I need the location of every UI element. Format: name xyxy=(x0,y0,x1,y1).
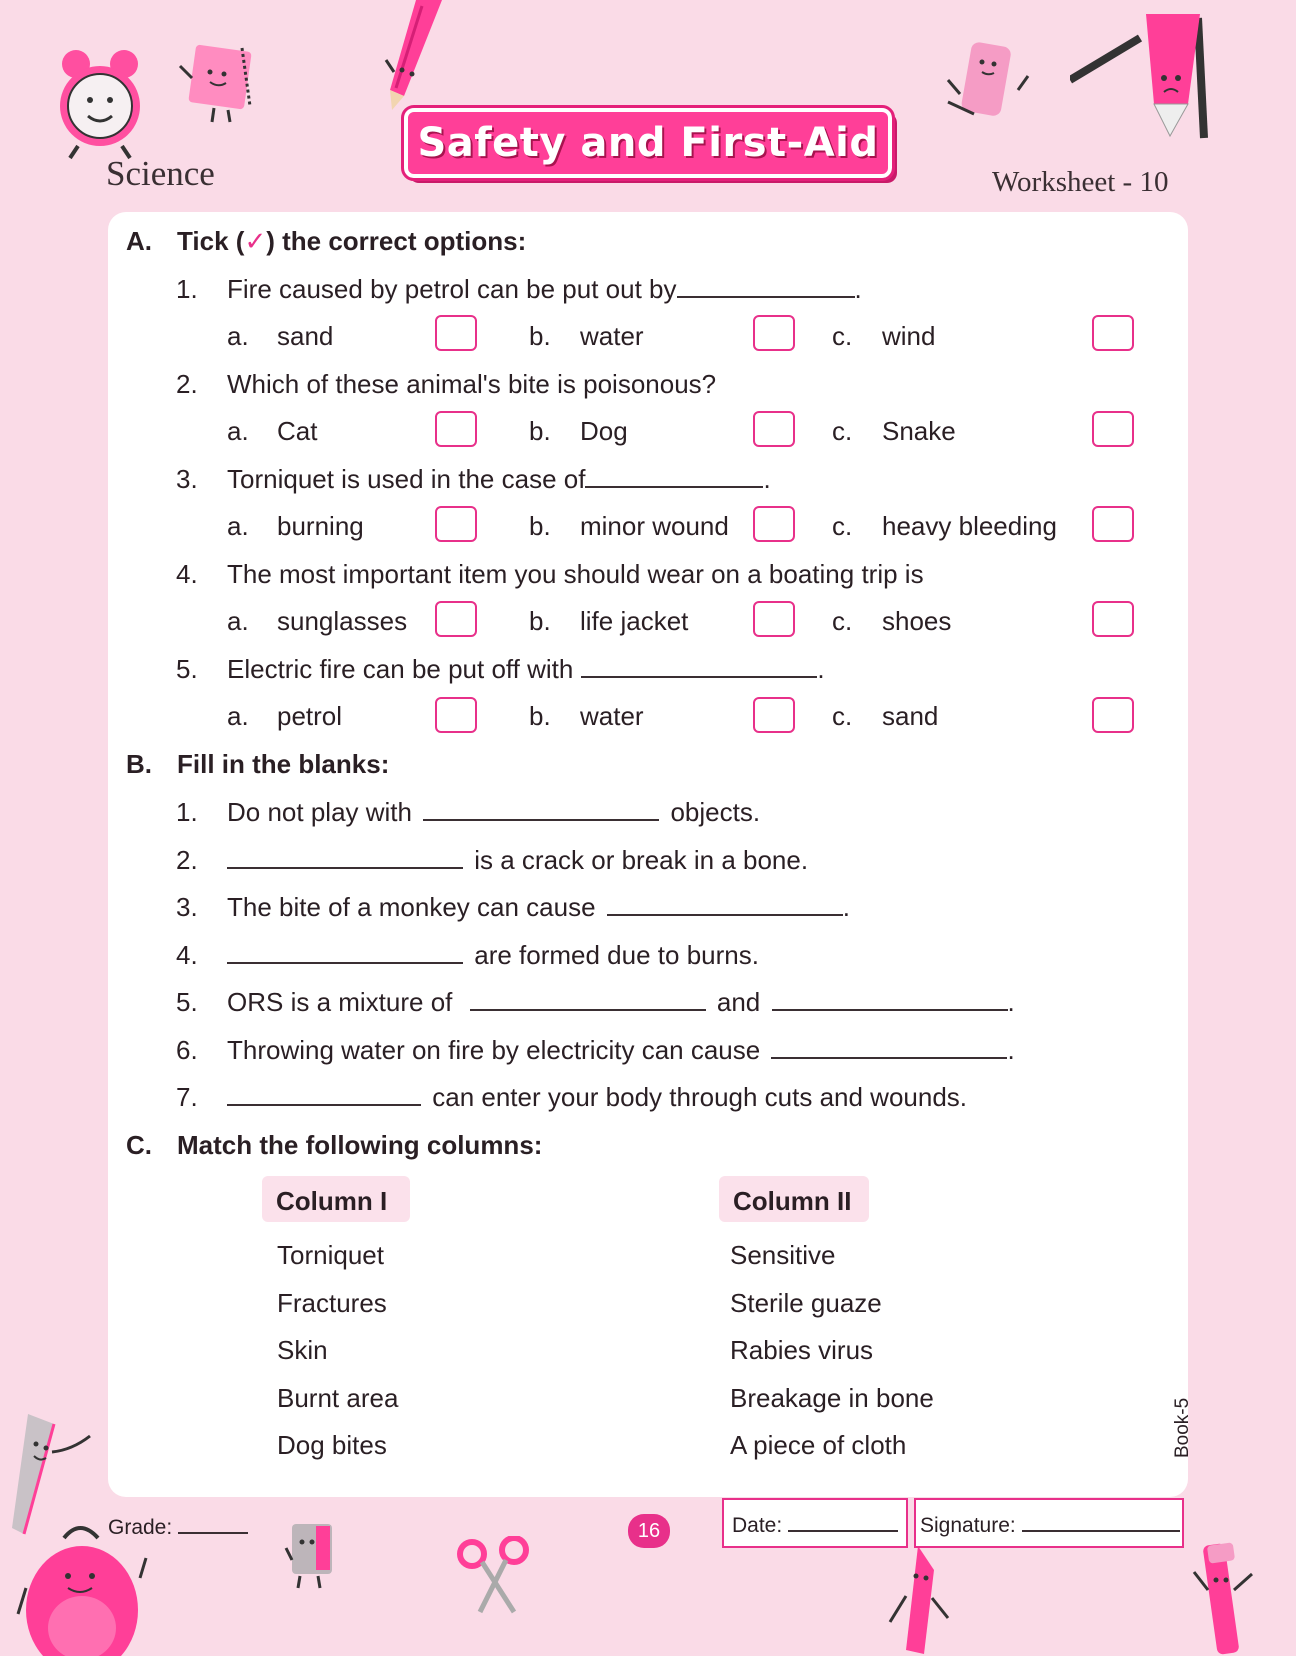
column-1-item: Dog bites xyxy=(277,1430,387,1460)
column-1-item: Torniquet xyxy=(277,1240,384,1270)
grade-line[interactable] xyxy=(178,1518,248,1534)
question-1-text xyxy=(227,274,862,305)
option-letter: c. xyxy=(832,606,853,636)
blank-5-before: ORS is a mixture of xyxy=(227,987,453,1017)
blank-6-number: 6. xyxy=(176,1035,198,1065)
title-banner xyxy=(404,108,892,178)
question-3-number: 3. xyxy=(176,464,198,494)
scissors-icon xyxy=(456,1536,530,1616)
option-label: burning xyxy=(277,511,364,541)
blank-5-middle: and xyxy=(716,987,761,1017)
option-letter: b. xyxy=(529,416,551,446)
blank-1-after: objects. xyxy=(670,797,761,827)
option-label: wind xyxy=(882,321,936,351)
question-3-end: . xyxy=(763,464,771,494)
blank-6-text xyxy=(227,1035,1015,1066)
section-a-heading xyxy=(177,226,526,257)
option-label: Snake xyxy=(882,416,956,446)
section-a-heading-after: ) the correct options: xyxy=(266,226,527,256)
section-c-letter: C. xyxy=(126,1130,152,1160)
subject-label: Science xyxy=(106,154,215,193)
blank-4-text xyxy=(227,940,759,971)
blank-7-line[interactable] xyxy=(227,1084,421,1106)
option-label: water xyxy=(580,701,644,731)
option-label: Cat xyxy=(277,416,318,446)
tick-box-q2-a[interactable] xyxy=(435,411,477,447)
question-1-prompt: Fire caused by petrol can be put out by xyxy=(227,274,677,304)
signature-field xyxy=(914,1498,1184,1548)
blank-2-number: 2. xyxy=(176,845,198,875)
option-label: water xyxy=(580,321,644,351)
pencil-compass-icon xyxy=(1070,8,1220,140)
pen-icon xyxy=(1190,1540,1262,1656)
column-2-item: Sensitive xyxy=(730,1240,836,1270)
option-letter: a. xyxy=(227,606,249,636)
question-2-text: Which of these animal's bite is poisonous? xyxy=(227,369,717,399)
option-label: life jacket xyxy=(580,606,689,636)
blank-6-end: . xyxy=(1007,1035,1015,1065)
question-4-text: The most important item you should wear on a boating trip is xyxy=(227,559,924,589)
question-5-text xyxy=(227,654,825,685)
blank-4-number: 4. xyxy=(176,940,198,970)
option-letter: c. xyxy=(832,701,853,731)
blank-1-line[interactable] xyxy=(423,799,659,821)
option-letter: a. xyxy=(227,701,249,731)
blank-3-before: The bite of a monkey can cause xyxy=(227,892,596,922)
column-2-item: Breakage in bone xyxy=(730,1383,934,1413)
question-3-prompt: Torniquet is used in the case of xyxy=(227,464,586,494)
option-letter: b. xyxy=(529,321,551,351)
option-letter: b. xyxy=(529,701,551,731)
column-2-item: A piece of cloth xyxy=(730,1430,907,1460)
section-a-letter: A. xyxy=(126,226,152,256)
blank-1-before: Do not play with xyxy=(227,797,412,827)
date-line[interactable] xyxy=(788,1516,898,1532)
column-2-header: Column II xyxy=(719,1176,869,1222)
question-1-blank[interactable] xyxy=(677,276,855,298)
tick-box-q4-a[interactable] xyxy=(435,601,477,637)
blank-3-text xyxy=(227,892,850,923)
tick-box-q4-c[interactable] xyxy=(1092,601,1134,637)
question-5-blank[interactable] xyxy=(581,656,817,678)
grade-label: Grade: xyxy=(108,1516,173,1539)
tick-box-q1-b[interactable] xyxy=(753,315,795,351)
signature-label: Signature: xyxy=(920,1514,1016,1537)
blank-3-line[interactable] xyxy=(607,894,843,916)
blank-6-before: Throwing water on fire by electricity can cause xyxy=(227,1035,761,1065)
tick-box-q1-a[interactable] xyxy=(435,315,477,351)
blank-5-text xyxy=(227,987,1015,1018)
tick-box-q3-a[interactable] xyxy=(435,506,477,542)
blank-5-number: 5. xyxy=(176,987,198,1017)
column-1-header: Column I xyxy=(262,1176,410,1222)
option-letter: a. xyxy=(227,511,249,541)
blank-5-line-1[interactable] xyxy=(470,989,706,1011)
question-1-number: 1. xyxy=(176,274,198,304)
blank-7-after: can enter your body through cuts and wounds. xyxy=(432,1082,968,1112)
column-2-item: Rabies virus xyxy=(730,1335,874,1365)
option-label: shoes xyxy=(882,606,952,636)
question-2-number: 2. xyxy=(176,369,198,399)
page-number: 16 xyxy=(628,1514,670,1548)
question-5-number: 5. xyxy=(176,654,198,684)
notepad-icon xyxy=(176,42,260,124)
tick-box-q2-c[interactable] xyxy=(1092,411,1134,447)
signature-line[interactable] xyxy=(1022,1516,1180,1532)
pencil-icon xyxy=(382,0,448,112)
date-label: Date: xyxy=(732,1514,783,1537)
question-4-number: 4. xyxy=(176,559,198,589)
option-label: sand xyxy=(277,321,334,351)
blank-4-after: are formed due to burns. xyxy=(474,940,759,970)
eraser-icon xyxy=(944,40,1030,124)
blank-2-text xyxy=(227,845,808,876)
option-letter: b. xyxy=(529,606,551,636)
section-b-letter: B. xyxy=(126,749,152,779)
option-label: sand xyxy=(882,701,939,731)
blank-3-number: 3. xyxy=(176,892,198,922)
option-label: petrol xyxy=(277,701,343,731)
option-letter: c. xyxy=(832,321,853,351)
tick-box-q3-b[interactable] xyxy=(753,506,795,542)
option-letter: b. xyxy=(529,511,551,541)
tick-box-q4-b[interactable] xyxy=(753,601,795,637)
question-5-prompt: Electric fire can be put off with xyxy=(227,654,574,684)
tick-box-q2-b[interactable] xyxy=(753,411,795,447)
worksheet-number: Worksheet - 10 xyxy=(992,166,1169,198)
column-1-item: Fractures xyxy=(277,1288,387,1318)
book-label: Book-5 xyxy=(1172,1397,1193,1458)
date-field xyxy=(722,1498,908,1548)
column-1-item: Burnt area xyxy=(277,1383,399,1413)
option-letter: a. xyxy=(227,416,249,446)
tick-box-q5-b[interactable] xyxy=(753,697,795,733)
question-5-end: . xyxy=(817,654,825,684)
blank-5-line-2[interactable] xyxy=(772,989,1008,1011)
tick-box-q5-a[interactable] xyxy=(435,697,477,733)
question-3-text xyxy=(227,464,771,495)
blank-4-line[interactable] xyxy=(227,942,463,964)
option-label: heavy bleeding xyxy=(882,511,1057,541)
blank-5-end: . xyxy=(1007,987,1015,1017)
blank-2-line[interactable] xyxy=(227,847,463,869)
blank-6-line[interactable] xyxy=(771,1037,1007,1059)
column-1-item: Skin xyxy=(277,1335,328,1365)
tick-box-q3-c[interactable] xyxy=(1092,506,1134,542)
section-a-heading-before: Tick ( xyxy=(177,226,245,256)
tick-icon: ✓ xyxy=(244,226,267,256)
blank-1-text xyxy=(227,797,760,828)
sharpener-icon xyxy=(284,1518,342,1590)
column-2-item: Sterile guaze xyxy=(730,1288,882,1318)
tick-box-q1-c[interactable] xyxy=(1092,315,1134,351)
crayon-icon xyxy=(884,1546,956,1656)
option-letter: c. xyxy=(832,511,853,541)
tick-box-q5-c[interactable] xyxy=(1092,697,1134,733)
page-title: Safety and First-Aid xyxy=(417,120,879,166)
option-letter: c. xyxy=(832,416,853,446)
option-letter: a. xyxy=(227,321,249,351)
blank-2-after: is a crack or break in a bone. xyxy=(474,845,809,875)
blank-7-number: 7. xyxy=(176,1082,198,1112)
question-3-blank[interactable] xyxy=(585,466,763,488)
blank-3-end: . xyxy=(842,892,851,922)
section-b-heading: Fill in the blanks: xyxy=(177,749,390,779)
alarm-clock-icon xyxy=(52,42,148,160)
blank-7-text xyxy=(227,1082,967,1113)
option-label: minor wound xyxy=(580,511,729,541)
option-label: sunglasses xyxy=(277,606,408,636)
section-c-heading: Match the following columns: xyxy=(177,1130,543,1160)
blank-1-number: 1. xyxy=(176,797,198,827)
option-label: Dog xyxy=(580,416,628,446)
question-1-end: . xyxy=(854,274,862,304)
grade-field xyxy=(108,1516,248,1540)
